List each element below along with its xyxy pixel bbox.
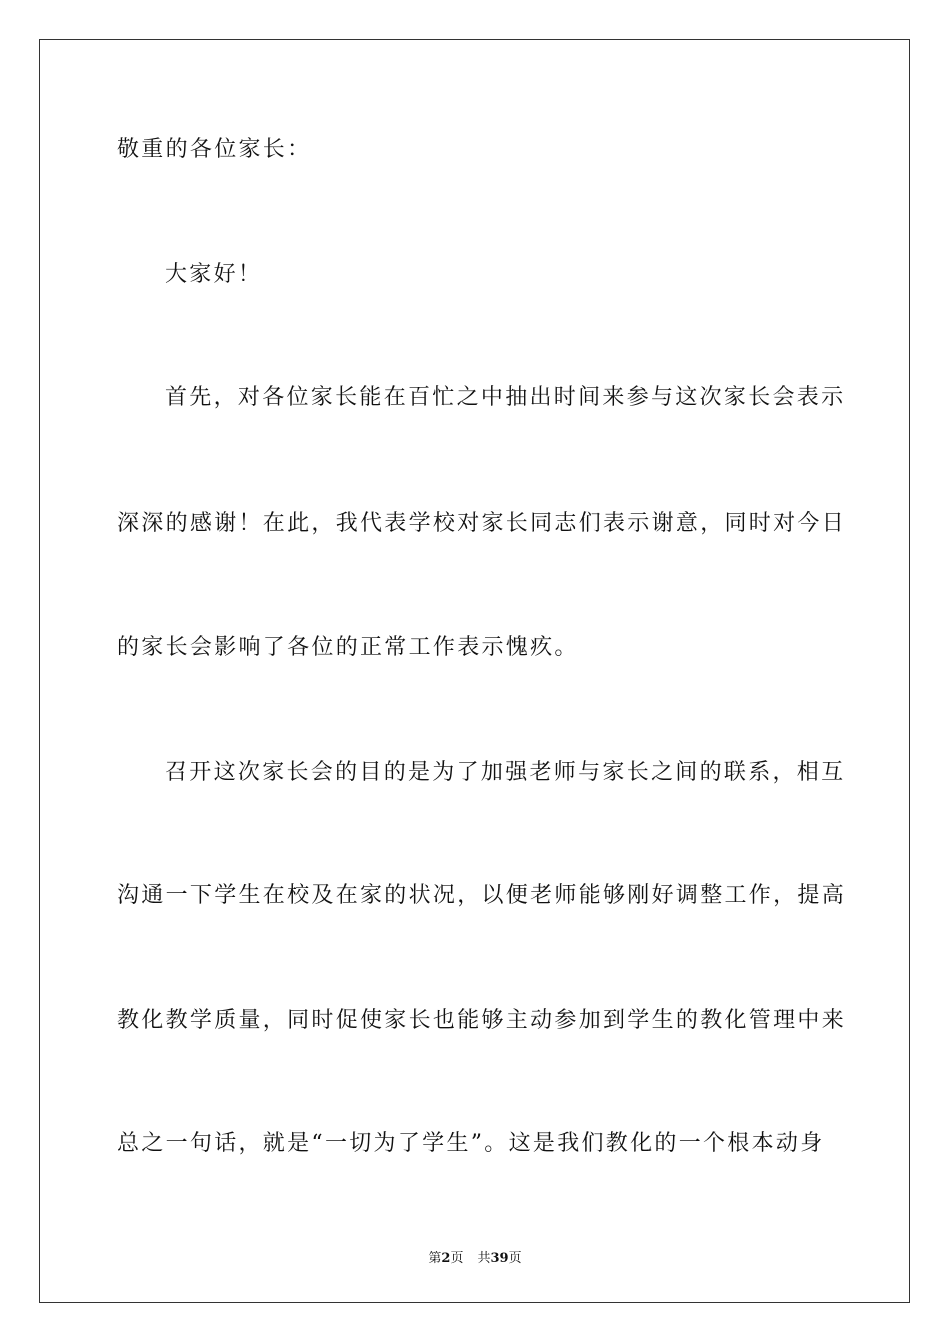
page-border <box>39 39 910 1303</box>
paragraph-2-line-4: 总之一句话，就是“一切为了学生”。这是我们教化的一个根本动身 <box>117 1131 825 1156</box>
page-suffix: 页 <box>450 1251 464 1266</box>
total-prefix: 共 <box>477 1251 491 1266</box>
page-footer <box>0 1247 950 1266</box>
paragraph-2-line-2: 沟通一下学生在校及在家的状况，以便老师能够刚好调整工作，提高 <box>117 883 847 908</box>
paragraph-1-line-2: 深深的感谢！在此，我代表学校对家长同志们表示谢意，同时对今日 <box>117 511 847 536</box>
salutation: 敬重的各位家长： <box>117 137 312 162</box>
page-prefix: 第 <box>428 1251 442 1266</box>
total-suffix: 页 <box>508 1251 522 1266</box>
paragraph-2-line-1: 召开这次家长会的目的是为了加强老师与家长之间的联系，相互 <box>165 760 846 785</box>
paragraph-1-line-1: 首先，对各位家长能在百忙之中抽出时间来参与这次家长会表示 <box>165 385 846 410</box>
page-number: 2 <box>441 1251 451 1266</box>
greeting: 大家好！ <box>165 262 263 287</box>
total-pages: 39 <box>490 1251 509 1266</box>
paragraph-2-line-3: 教化教学质量，同时促使家长也能够主动参加到学生的教化管理中来 <box>117 1008 847 1033</box>
paragraph-1-line-3: 的家长会影响了各位的正常工作表示愧疚。 <box>117 635 579 660</box>
